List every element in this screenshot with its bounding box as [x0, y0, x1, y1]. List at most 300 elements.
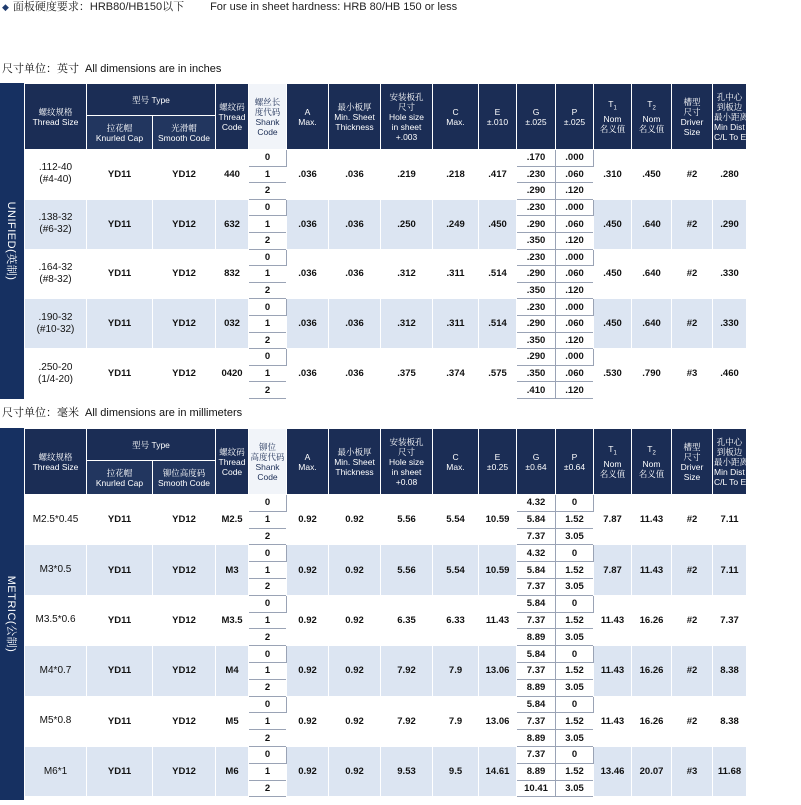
header-driver-line: 尺寸	[683, 451, 701, 462]
header-c-line: Max.	[446, 461, 465, 472]
g-value: 8.89	[517, 629, 556, 646]
shank-code: 0	[249, 746, 287, 763]
g-value: 7.37	[517, 578, 556, 595]
shank-code: 2	[249, 629, 287, 646]
header-dist-line: 最小距离	[714, 456, 749, 467]
thread-size-line: M6*1	[43, 765, 68, 777]
metric-dimensions-table	[24, 428, 801, 797]
header-dist-line: C/L To Edge	[714, 476, 761, 487]
g-value: 10.41	[517, 780, 556, 797]
g-value: .290	[517, 349, 556, 366]
min-dist-hole-to-edge: 7.11	[713, 495, 747, 545]
header-type-line: 型号 Type	[132, 439, 170, 450]
smooth-code: YD12	[153, 199, 216, 249]
header-t1	[594, 429, 632, 495]
knurled-cap: YD11	[87, 646, 153, 696]
header-c-line: Max.	[446, 116, 465, 127]
header-driver	[672, 429, 713, 495]
min-sheet-thickness: 0.92	[329, 646, 381, 696]
header-e	[479, 429, 517, 495]
a-max: 0.92	[287, 595, 329, 645]
shank-code: 0	[249, 646, 287, 663]
smooth-code: YD12	[153, 349, 216, 399]
shank-code: 0	[249, 299, 287, 316]
inch-sidebar	[0, 83, 24, 399]
header-e-line: E	[494, 451, 501, 462]
shank-code: 1	[249, 216, 287, 233]
metric-sidebar	[0, 428, 24, 800]
header-g-line: ±.025	[525, 116, 547, 127]
e-value: .450	[479, 199, 517, 249]
a-max: 0.92	[287, 746, 329, 796]
p-value: .060	[556, 315, 594, 332]
diamond-bullet-icon: ◆	[2, 2, 9, 12]
header-e-line: ±.010	[486, 116, 509, 127]
header-shank-line: Shank	[255, 116, 280, 127]
min-dist-hole-to-edge: .330	[713, 249, 747, 299]
header-smooth	[153, 461, 216, 495]
min-sheet-thickness: .036	[329, 249, 381, 299]
e-value: .417	[479, 150, 517, 200]
inch-sidebar-label: UNIFIED(英制)	[5, 201, 17, 281]
min-dist-hole-to-edge: .280	[713, 150, 747, 200]
header-g-line: G	[532, 451, 540, 462]
shank-code: 1	[249, 166, 287, 183]
table-row	[25, 696, 801, 713]
p-value: 1.52	[556, 662, 594, 679]
g-value: .170	[517, 150, 556, 167]
p-value: 1.52	[556, 562, 594, 579]
t2-nominal: .640	[632, 249, 672, 299]
t2-nominal: 11.43	[632, 545, 672, 595]
header-type	[87, 84, 216, 116]
table-row	[25, 199, 801, 216]
header-hole	[381, 429, 433, 495]
p-value: 3.05	[556, 528, 594, 545]
g-value: .230	[517, 299, 556, 316]
knurled-cap: YD11	[87, 299, 153, 349]
header-t1	[594, 84, 632, 150]
header-driver-line: Size	[683, 471, 701, 482]
t2-nominal: .640	[632, 299, 672, 349]
p-value: .060	[556, 216, 594, 233]
thread-code: 632	[216, 199, 249, 249]
shank-code: 0	[249, 199, 287, 216]
header-c	[433, 429, 479, 495]
thread-size-line: (#6-32)	[39, 224, 72, 236]
shank-code: 1	[249, 612, 287, 629]
hardness-note	[2, 0, 457, 14]
t1-nominal: 13.46	[594, 746, 632, 796]
header-t2-subscript: 2	[652, 450, 656, 457]
header-a-line: A	[304, 451, 311, 462]
header-knurled	[87, 461, 153, 495]
g-value: .350	[517, 232, 556, 249]
header-minsheet-line: Min. Sheet	[334, 456, 375, 467]
thread-size-line: (#8-32)	[39, 273, 72, 285]
header-dist-line: 到板边	[716, 101, 743, 112]
hole-size: .312	[381, 249, 433, 299]
shank-code: 0	[249, 696, 287, 713]
thread-size	[25, 696, 87, 746]
p-value: 3.05	[556, 780, 594, 797]
header-smooth-line: Smooth Code	[158, 132, 210, 143]
p-value: .000	[556, 299, 594, 316]
thread-size	[25, 349, 87, 399]
thread-size-line: .190-32	[38, 311, 73, 323]
min-dist-hole-to-edge: .290	[713, 199, 747, 249]
header-t1-line: 名义值	[599, 123, 626, 134]
min-sheet-thickness: 0.92	[329, 696, 381, 746]
t2-nominal: .450	[632, 150, 672, 200]
header-dist-line: Min Dist Hole	[714, 121, 765, 132]
min-dist-hole-to-edge: 7.11	[713, 545, 747, 595]
g-value: .230	[517, 166, 556, 183]
p-value: 3.05	[556, 629, 594, 646]
header-driver-line: Size	[683, 126, 701, 137]
p-value: .120	[556, 332, 594, 349]
thread-code: M3	[216, 545, 249, 595]
header-minsheet	[329, 429, 381, 495]
p-value: 0	[556, 495, 594, 512]
shank-code: 1	[249, 266, 287, 283]
smooth-code: YD12	[153, 150, 216, 200]
smooth-code: YD12	[153, 746, 216, 796]
table-row	[25, 595, 801, 612]
thread-code: M4	[216, 646, 249, 696]
shank-code: 1	[249, 662, 287, 679]
table-row	[25, 150, 801, 167]
header-hole-line: in sheet	[391, 466, 422, 477]
min-dist-hole-to-edge: .330	[713, 299, 747, 349]
metric-caption	[2, 406, 242, 420]
p-value: .060	[556, 166, 594, 183]
g-value: 8.89	[517, 763, 556, 780]
a-max: .036	[287, 249, 329, 299]
driver-size: #2	[672, 299, 713, 349]
header-driver-line: Driver	[680, 116, 704, 127]
header-c-line: C	[452, 451, 459, 462]
header-a	[287, 84, 329, 150]
inch-table-section	[0, 83, 800, 399]
header-dist-line: 孔中心	[716, 91, 743, 102]
g-value: .350	[517, 365, 556, 382]
min-sheet-thickness: 0.92	[329, 595, 381, 645]
thread-size-line: (1/4-20)	[37, 373, 73, 385]
header-p-line: ±0.64	[563, 461, 586, 472]
header-t2-line: 名义值	[638, 468, 665, 479]
c-max: .249	[433, 199, 479, 249]
header-dist-line: 最小距离	[714, 111, 749, 122]
thread-size	[25, 646, 87, 696]
g-value: .410	[517, 382, 556, 399]
table-row	[25, 249, 801, 266]
hardness-zh: 面板硬度要求：HRB80/HB150以下	[12, 1, 185, 13]
thread-code: M6	[216, 746, 249, 796]
metric-sidebar-label: METRIC(公制)	[5, 575, 17, 653]
min-sheet-thickness: .036	[329, 199, 381, 249]
header-thread	[25, 429, 87, 495]
p-value: 1.52	[556, 763, 594, 780]
header-p	[556, 84, 594, 150]
smooth-code: YD12	[153, 545, 216, 595]
inch-caption-en: All dimensions are in inches	[85, 63, 222, 75]
header-driver	[672, 84, 713, 150]
table-row	[25, 646, 801, 663]
shank-code: 0	[249, 495, 287, 512]
shank-code: 2	[249, 780, 287, 797]
header-shank	[249, 429, 287, 495]
thread-size	[25, 595, 87, 645]
header-g	[517, 429, 556, 495]
min-sheet-thickness: .036	[329, 150, 381, 200]
header-tcode-line: Code	[221, 121, 243, 132]
header-shank-line: Code	[257, 126, 278, 137]
header-t2-line: Nom	[642, 458, 661, 469]
thread-size	[25, 746, 87, 796]
e-value: 13.06	[479, 646, 517, 696]
e-value: 14.61	[479, 746, 517, 796]
e-value: 10.59	[479, 545, 517, 595]
min-sheet-thickness: .036	[329, 299, 381, 349]
shank-code: 1	[249, 562, 287, 579]
header-hole-line: 尺寸	[398, 446, 416, 457]
header-hole-line: 尺寸	[398, 101, 416, 112]
driver-size: #3	[672, 746, 713, 796]
thread-code: M3.5	[216, 595, 249, 645]
header-hole-line: in sheet	[391, 121, 422, 132]
t2-nominal: 16.26	[632, 696, 672, 746]
p-value: .000	[556, 249, 594, 266]
table-row	[25, 495, 801, 512]
thread-code: 832	[216, 249, 249, 299]
header-hole-line: Hole size	[389, 456, 424, 467]
shank-code: 1	[249, 511, 287, 528]
smooth-code: YD12	[153, 595, 216, 645]
metric-table-section	[0, 428, 800, 800]
min-sheet-thickness: 0.92	[329, 495, 381, 545]
p-value: 3.05	[556, 730, 594, 747]
min-dist-hole-to-edge: 11.68	[713, 746, 747, 796]
min-sheet-thickness: .036	[329, 349, 381, 399]
g-value: .350	[517, 332, 556, 349]
g-value: .290	[517, 183, 556, 200]
header-tcode	[216, 84, 249, 150]
t1-nominal: .450	[594, 249, 632, 299]
thread-code: M2.5	[216, 495, 249, 545]
header-t1-symbol: T	[608, 444, 614, 455]
header-hole-line: 安装板孔	[389, 91, 424, 102]
shank-code: 0	[249, 150, 287, 167]
shank-code: 2	[249, 282, 287, 299]
header-smooth-line: 铆位高度码	[162, 467, 206, 478]
c-max: 5.54	[433, 545, 479, 595]
header-thread-line: 螺纹规格	[38, 451, 73, 462]
header-t2-subscript: 2	[652, 105, 656, 112]
t1-nominal: 7.87	[594, 495, 632, 545]
header-smooth	[153, 116, 216, 150]
inch-caption	[2, 62, 221, 76]
smooth-code: YD12	[153, 299, 216, 349]
c-max: .311	[433, 249, 479, 299]
p-value: 1.52	[556, 511, 594, 528]
g-value: .230	[517, 249, 556, 266]
table-row	[25, 299, 801, 316]
hole-size: 5.56	[381, 495, 433, 545]
shank-code: 2	[249, 679, 287, 696]
header-thread	[25, 84, 87, 150]
header-smooth-line: Smooth Code	[158, 477, 210, 488]
header-t1-symbol: T	[608, 99, 614, 110]
t2-nominal: 16.26	[632, 595, 672, 645]
thread-code: 440	[216, 150, 249, 200]
knurled-cap: YD11	[87, 349, 153, 399]
shank-code: 2	[249, 382, 287, 399]
header-t1-line: Nom	[603, 458, 622, 469]
thread-size	[25, 299, 87, 349]
header-t2	[632, 429, 672, 495]
header-t2-symbol: T	[647, 99, 653, 110]
hole-size: .312	[381, 299, 433, 349]
g-value: 8.89	[517, 679, 556, 696]
header-t1-subscript: 1	[613, 105, 617, 112]
smooth-code: YD12	[153, 696, 216, 746]
knurled-cap: YD11	[87, 150, 153, 200]
header-a-line: Max.	[298, 461, 317, 472]
a-max: .036	[287, 150, 329, 200]
header-g-line: ±0.64	[525, 461, 547, 472]
header-tcode-line: 螺纹码	[219, 446, 245, 457]
shank-code: 2	[249, 730, 287, 747]
header-tcode-line: Thread	[218, 456, 246, 467]
shank-code: 2	[249, 332, 287, 349]
header-knurled-line: 拉花帽	[106, 122, 133, 133]
header-t1-line: Nom	[603, 113, 622, 124]
p-value: 0	[556, 545, 594, 562]
p-value: .060	[556, 266, 594, 283]
shank-code: 1	[249, 713, 287, 730]
driver-size: #2	[672, 199, 713, 249]
c-max: 7.9	[433, 646, 479, 696]
hardness-en: For use in sheet hardness: HRB 80/HB 150 or less	[210, 1, 458, 13]
g-value: .290	[517, 216, 556, 233]
header-shank-line: Code	[257, 471, 278, 482]
t1-nominal: .310	[594, 150, 632, 200]
header-hole-line: +.003	[395, 131, 418, 142]
thread-size	[25, 199, 87, 249]
header-hole-line: Hole size	[389, 111, 424, 122]
e-value: .514	[479, 249, 517, 299]
header-shank-line: Shank	[255, 461, 280, 472]
a-max: 0.92	[287, 646, 329, 696]
min-dist-hole-to-edge: 8.38	[713, 696, 747, 746]
t1-nominal: 11.43	[594, 646, 632, 696]
p-value: .000	[556, 349, 594, 366]
header-a	[287, 429, 329, 495]
header-t1-line: 名义值	[599, 468, 626, 479]
driver-size: #2	[672, 545, 713, 595]
g-value: 5.84	[517, 562, 556, 579]
knurled-cap: YD11	[87, 495, 153, 545]
t2-nominal: 20.07	[632, 746, 672, 796]
header-e-line: E	[494, 106, 501, 117]
header-minsheet-line: Thickness	[335, 121, 374, 132]
t1-nominal: 7.87	[594, 545, 632, 595]
g-value: 7.37	[517, 662, 556, 679]
smooth-code: YD12	[153, 495, 216, 545]
header-shank-line: 度代码	[254, 106, 281, 117]
shank-code: 0	[249, 249, 287, 266]
hole-size: 7.92	[381, 696, 433, 746]
header-tcode	[216, 429, 249, 495]
header-dist-line: 到板边	[716, 446, 743, 457]
t2-nominal: .790	[632, 349, 672, 399]
g-value: 4.32	[517, 545, 556, 562]
t1-nominal: .450	[594, 199, 632, 249]
header-tcode-line: Thread	[218, 111, 246, 122]
p-value: 1.52	[556, 612, 594, 629]
header-t1-line	[595, 444, 630, 459]
thread-code: 0420	[216, 349, 249, 399]
header-t1-subscript: 1	[613, 450, 617, 457]
header-g-line: G	[532, 106, 540, 117]
header-minsheet-line: Min. Sheet	[334, 111, 375, 122]
header-shank-line: 螺丝长	[254, 96, 281, 107]
shank-code: 2	[249, 578, 287, 595]
metric-caption-zh: 尺寸单位：毫米	[2, 407, 79, 419]
thread-size	[25, 545, 87, 595]
header-dist-line: Min Dist Hole	[714, 466, 765, 477]
header-minsheet	[329, 84, 381, 150]
g-value: 7.37	[517, 713, 556, 730]
g-value: 5.84	[517, 595, 556, 612]
header-p-line: P	[571, 451, 578, 462]
inch-caption-zh: 尺寸单位：英寸	[2, 63, 79, 75]
knurled-cap: YD11	[87, 199, 153, 249]
p-value: 0	[556, 595, 594, 612]
p-value: .000	[556, 199, 594, 216]
e-value: 11.43	[479, 595, 517, 645]
table-row	[25, 349, 801, 366]
header-driver-line: 槽型	[683, 441, 701, 452]
t2-nominal: 11.43	[632, 495, 672, 545]
thread-code: M5	[216, 696, 249, 746]
g-value: 5.84	[517, 511, 556, 528]
header-driver-line: Driver	[680, 461, 704, 472]
header-smooth-line: 光滑帽	[171, 122, 197, 133]
header-knurled-line: Knurled Cap	[95, 477, 144, 488]
header-dist	[713, 84, 765, 150]
t1-nominal: 11.43	[594, 595, 632, 645]
t1-nominal: .450	[594, 299, 632, 349]
knurled-cap: YD11	[87, 595, 153, 645]
header-tcode-line: Code	[221, 466, 243, 477]
p-value: 0	[556, 696, 594, 713]
p-value: .120	[556, 282, 594, 299]
hole-size: 5.56	[381, 545, 433, 595]
header-knurled	[87, 116, 153, 150]
thread-size	[25, 495, 87, 545]
header-tcode-line: 螺纹码	[219, 101, 245, 112]
driver-size: #2	[672, 595, 713, 645]
p-value: 3.05	[556, 679, 594, 696]
header-t2-line	[633, 99, 670, 114]
shank-code: 1	[249, 315, 287, 332]
shank-code: 1	[249, 763, 287, 780]
header-t2-symbol: T	[647, 444, 653, 455]
header-t2-line	[633, 444, 670, 459]
header-minsheet-line: 最小板厚	[337, 101, 372, 112]
